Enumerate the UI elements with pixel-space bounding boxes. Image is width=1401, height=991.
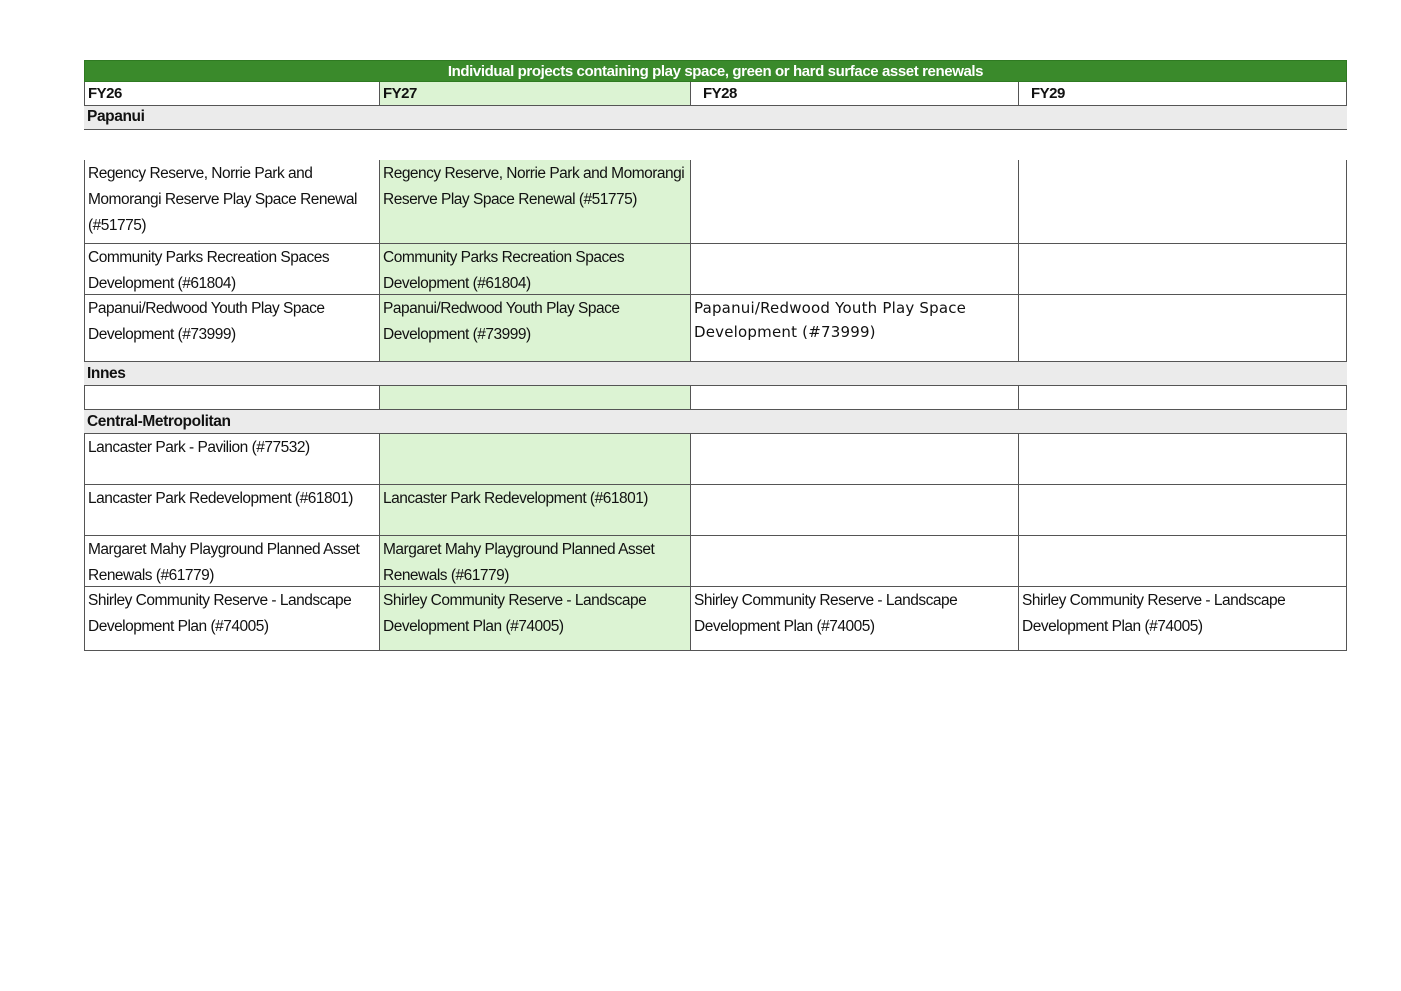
- table-row: [84, 160, 1347, 244]
- table-cell[interactable]: Lancaster Park Redevelopment (#61801): [380, 485, 691, 536]
- table-cell[interactable]: [380, 386, 691, 410]
- table-cell[interactable]: [1019, 485, 1347, 536]
- table-cell[interactable]: [691, 434, 1019, 485]
- table-cell[interactable]: Lancaster Park Redevelopment (#61801): [84, 485, 380, 536]
- table-cell[interactable]: Shirley Community Reserve - Landscape Development Plan (#74005): [1019, 587, 1347, 651]
- table-cell[interactable]: [691, 536, 1019, 587]
- table-cell[interactable]: Shirley Community Reserve - Landscape Development Plan (#74005): [691, 587, 1019, 651]
- section-central-metropolitan[interactable]: Central-Metropolitan: [84, 410, 1347, 434]
- table-cell[interactable]: [1019, 244, 1347, 295]
- table-cell[interactable]: [691, 485, 1019, 536]
- table-row: [84, 536, 1347, 587]
- column-header-fy29[interactable]: FY29: [1019, 82, 1347, 106]
- column-header-fy28[interactable]: FY28: [691, 82, 1019, 106]
- table-cell[interactable]: [1019, 434, 1347, 485]
- table-cell[interactable]: Papanui/Redwood Youth Play Space Development (#73999): [691, 295, 1019, 362]
- table-row: [84, 386, 1347, 410]
- table-cell[interactable]: Community Parks Recreation Spaces Development (#61804): [84, 244, 380, 295]
- table-cell[interactable]: Margaret Mahy Playground Planned Asset Renewals (#61779): [84, 536, 380, 587]
- table-cell[interactable]: [84, 386, 380, 410]
- table-title: Individual projects containing play space, green or hard surface asset renewals: [84, 60, 1347, 82]
- table-cell[interactable]: Shirley Community Reserve - Landscape Development Plan (#74005): [84, 587, 380, 651]
- table-cell[interactable]: Shirley Community Reserve - Landscape Development Plan (#74005): [380, 587, 691, 651]
- table-cell[interactable]: [1019, 295, 1347, 362]
- table-row: [84, 295, 1347, 362]
- table-cell[interactable]: Papanui/Redwood Youth Play Space Development (#73999): [380, 295, 691, 362]
- table-row: [84, 434, 1347, 485]
- table-cell[interactable]: Regency Reserve, Norrie Park and Momorangi Reserve Play Space Renewal (#51775): [84, 160, 380, 244]
- table-cell[interactable]: Community Parks Recreation Spaces Development (#61804): [380, 244, 691, 295]
- table-cell[interactable]: [1019, 160, 1347, 244]
- table-row: [84, 587, 1347, 651]
- section-spacer: [84, 129, 1347, 160]
- table-cell[interactable]: [691, 244, 1019, 295]
- column-header-row: [84, 82, 1347, 106]
- table-cell[interactable]: Margaret Mahy Playground Planned Asset Renewals (#61779): [380, 536, 691, 587]
- table-cell[interactable]: Lancaster Park - Pavilion (#77532): [84, 434, 380, 485]
- table-cell[interactable]: [691, 160, 1019, 244]
- table-cell[interactable]: [380, 434, 691, 485]
- table-cell[interactable]: [1019, 536, 1347, 587]
- table-cell[interactable]: Regency Reserve, Norrie Park and Momorangi Reserve Play Space Renewal (#51775): [380, 160, 691, 244]
- section-innes[interactable]: Innes: [84, 362, 1347, 386]
- section-papanui[interactable]: Papanui: [84, 106, 1347, 130]
- table-cell[interactable]: [1019, 386, 1347, 410]
- column-header-fy27[interactable]: FY27: [380, 82, 691, 106]
- column-header-fy26[interactable]: FY26: [84, 82, 380, 106]
- table-row: [84, 244, 1347, 295]
- project-table: [84, 60, 1347, 651]
- table-cell[interactable]: [691, 386, 1019, 410]
- table-row: [84, 485, 1347, 536]
- table-cell[interactable]: Papanui/Redwood Youth Play Space Development (#73999): [84, 295, 380, 362]
